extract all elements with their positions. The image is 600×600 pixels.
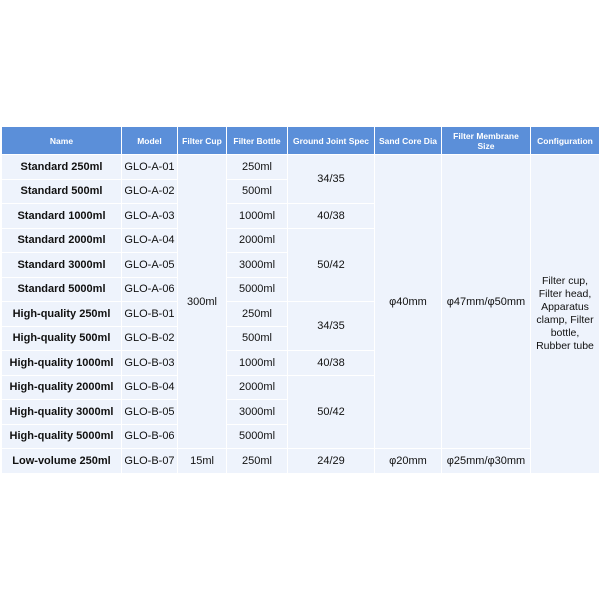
- joint-cell: 50/42: [288, 229, 374, 302]
- membrane-cell: φ47mm/φ50mm: [442, 155, 530, 448]
- sand-core-cell: φ40mm: [375, 155, 441, 448]
- header-sand-core: Sand Core Dia: [375, 127, 441, 154]
- header-row: [2, 127, 599, 154]
- name-cell: High-quality 5000ml: [2, 425, 121, 449]
- bottle-cell: 3000ml: [227, 253, 287, 277]
- header-filter-bottle: Filter Bottle: [227, 127, 287, 154]
- bottle-cell: 250ml: [227, 449, 287, 473]
- model-cell: GLO-A-01: [122, 155, 177, 179]
- header-ground-joint: Ground Joint Spec: [288, 127, 374, 154]
- name-cell: High-quality 1000ml: [2, 351, 121, 375]
- bottle-cell: 250ml: [227, 155, 287, 179]
- name-cell: High-quality 500ml: [2, 327, 121, 351]
- header-model: Model: [122, 127, 177, 154]
- model-cell: GLO-A-04: [122, 229, 177, 253]
- name-cell: Standard 5000ml: [2, 278, 121, 302]
- joint-cell: 34/35: [288, 155, 374, 203]
- model-cell: GLO-B-05: [122, 400, 177, 424]
- model-cell: GLO-B-01: [122, 302, 177, 326]
- header-filter-cup: Filter Cup: [178, 127, 226, 154]
- model-cell: GLO-B-02: [122, 327, 177, 351]
- bottle-cell: 2000ml: [227, 229, 287, 253]
- model-cell: GLO-B-06: [122, 425, 177, 449]
- model-cell: GLO-A-05: [122, 253, 177, 277]
- name-cell: Standard 2000ml: [2, 229, 121, 253]
- model-cell: GLO-B-07: [122, 449, 177, 473]
- model-cell: GLO-A-06: [122, 278, 177, 302]
- configuration-cell: Filter cup, Filter head, Apparatus clamp, Filter bottle, Rubber tube: [531, 155, 599, 473]
- name-cell: High-quality 250ml: [2, 302, 121, 326]
- joint-cell: 40/38: [288, 204, 374, 228]
- model-cell: GLO-B-04: [122, 376, 177, 400]
- name-cell: High-quality 2000ml: [2, 376, 121, 400]
- name-cell: Standard 250ml: [2, 155, 121, 179]
- joint-cell: 24/29: [288, 449, 374, 473]
- filter-cup-cell: 15ml: [178, 449, 226, 473]
- joint-cell: 40/38: [288, 351, 374, 375]
- model-cell: GLO-A-02: [122, 180, 177, 204]
- name-cell: Standard 1000ml: [2, 204, 121, 228]
- model-cell: GLO-B-03: [122, 351, 177, 375]
- model-cell: GLO-A-03: [122, 204, 177, 228]
- sand-core-cell: φ20mm: [375, 449, 441, 473]
- bottle-cell: 250ml: [227, 302, 287, 326]
- joint-cell: 50/42: [288, 376, 374, 449]
- bottle-cell: 5000ml: [227, 425, 287, 449]
- bottle-cell: 5000ml: [227, 278, 287, 302]
- bottle-cell: 1000ml: [227, 204, 287, 228]
- table-row: [2, 155, 599, 179]
- bottle-cell: 500ml: [227, 180, 287, 204]
- name-cell: Standard 3000ml: [2, 253, 121, 277]
- name-cell: High-quality 3000ml: [2, 400, 121, 424]
- filter-cup-cell: 300ml: [178, 155, 226, 448]
- bottle-cell: 3000ml: [227, 400, 287, 424]
- bottle-cell: 2000ml: [227, 376, 287, 400]
- header-membrane: Filter Membrane Size: [442, 127, 530, 154]
- joint-cell: 34/35: [288, 302, 374, 350]
- bottle-cell: 1000ml: [227, 351, 287, 375]
- header-name: Name: [2, 127, 121, 154]
- spec-table: [1, 126, 600, 474]
- header-configuration: Configuration: [531, 127, 599, 154]
- table-row: [2, 449, 599, 473]
- bottle-cell: 500ml: [227, 327, 287, 351]
- name-cell: Standard 500ml: [2, 180, 121, 204]
- membrane-cell: φ25mm/φ30mm: [442, 449, 530, 473]
- name-cell: Low-volume 250ml: [2, 449, 121, 473]
